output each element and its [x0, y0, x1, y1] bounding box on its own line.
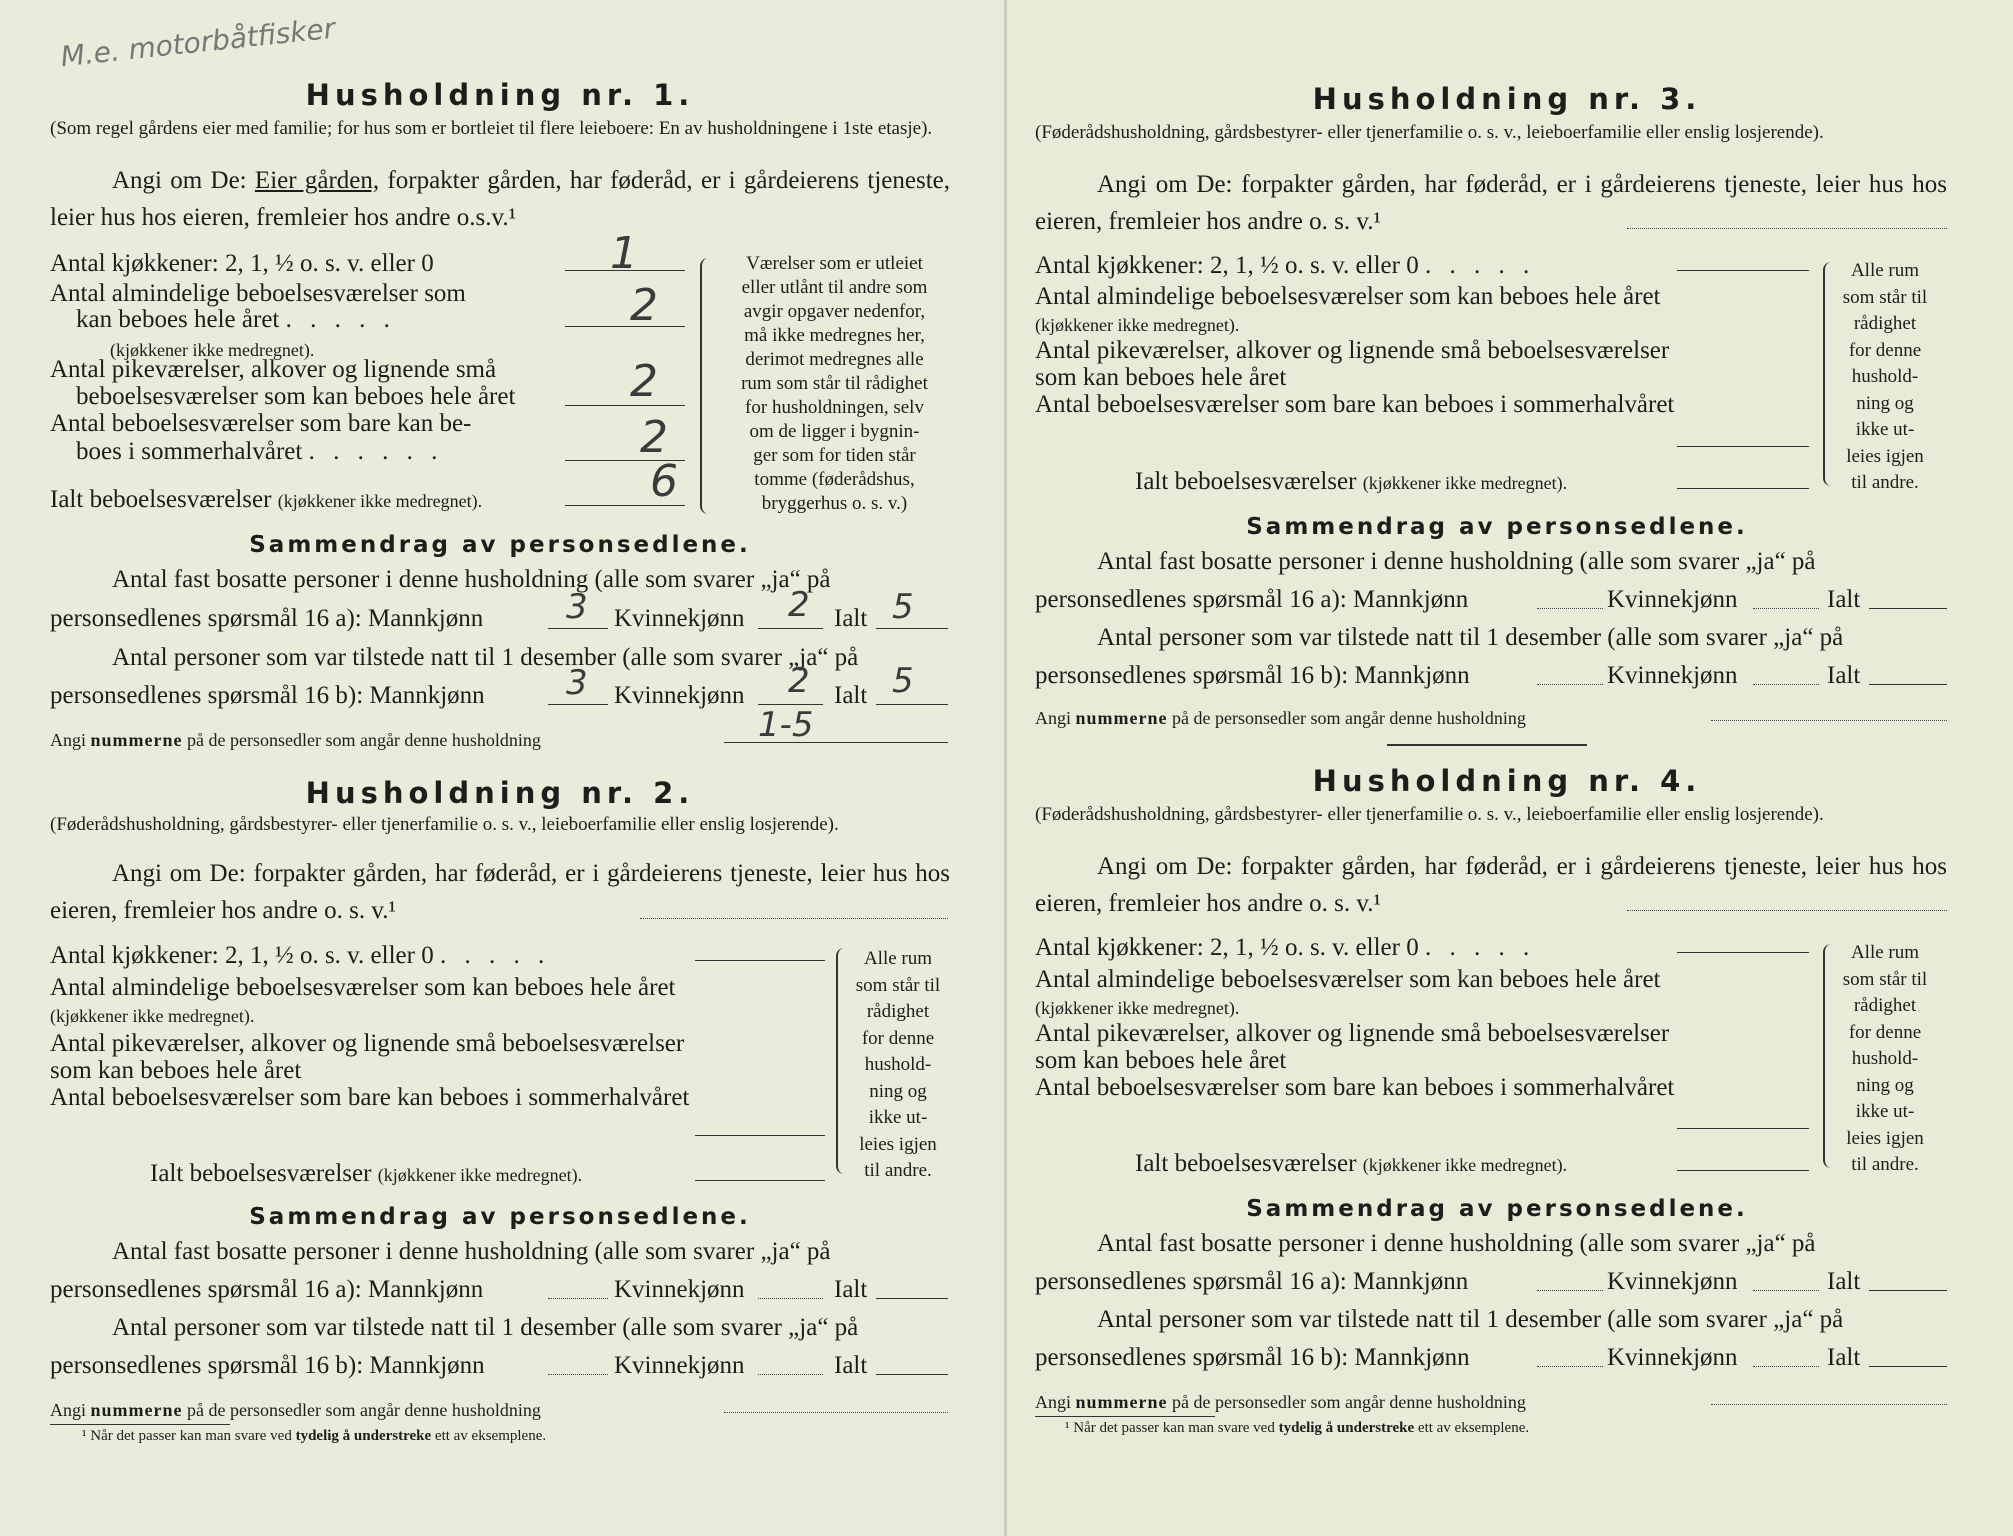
h4-q16a-k-label: Kvinnekjønn	[1607, 1268, 1738, 1295]
household-4-angi: Angi om De: forpakter gården, har føderåd, er i gårdeierens tjeneste, leier hus hos eieren, fremleier hos andre o. s. v.¹	[1035, 853, 1948, 917]
h3-ord-rooms-label: Antal almindelige beboelsesværelser som kan beboes hele året (kjøkkener ikke medregnet).	[1035, 283, 1661, 335]
h3-q16a-total-line	[1869, 608, 1947, 609]
h1-q16a-m-line	[548, 628, 608, 629]
h1-q16a-k-line	[758, 628, 823, 629]
h3-q16b-m-line	[1537, 684, 1603, 685]
household-1-angi	[50, 162, 950, 236]
h4-kitchens-label: Antal kjøkkener: 2, 1, ½ o. s. v. eller 0 . . . . .	[1035, 934, 1536, 961]
side-note-line: for denne	[861, 1027, 935, 1049]
side-note-line: for denne	[1848, 1021, 1922, 1043]
h4-q16b-k-line	[1753, 1366, 1819, 1367]
h1-summer-value: 2	[640, 412, 668, 463]
side-note-line: som står til	[1842, 968, 1928, 990]
side-note-line: rådighet	[1853, 995, 1917, 1016]
h4-q16a-ialt-label: Ialt	[1827, 1268, 1861, 1295]
h1-q16b-tail: personsedlenes spørsmål 16 b): Mannkjønn	[50, 682, 485, 709]
h2-q16b-k-label: Kvinnekjønn	[614, 1352, 745, 1379]
h1-summary-title: Sammendrag av personsedlene.	[249, 532, 751, 558]
left-page	[0, 0, 1006, 1536]
h2-q16a-k-line	[758, 1298, 823, 1299]
side-note-line: avgir opgaver nedenfor,	[743, 301, 926, 322]
h4-numbers-line	[1711, 1404, 1947, 1405]
h3-summary-title: Sammendrag av personsedlene.	[1246, 514, 1748, 540]
side-note-line: leies igjen	[1846, 445, 1924, 467]
h3-q16a-k-label: Kvinnekjønn	[1607, 586, 1738, 613]
household-4-title: Husholdning nr. 4.	[1312, 764, 1702, 798]
h2-q16b-m-line	[548, 1374, 608, 1375]
h1-summer-label-b: boes i sommerhalvåret . . . . . .	[76, 438, 444, 465]
footnote-right: ¹ Når det passer kan man svare ved tydelig å understreke ett av eksemplene.	[1065, 1420, 1530, 1436]
h1-q16b-m-line	[548, 704, 608, 705]
h3-q16b-total-line	[1869, 684, 1947, 685]
h4-q16b-ialt-label: Ialt	[1827, 1344, 1861, 1371]
h3-q16a-m-line	[1537, 608, 1603, 609]
h1-q16b-total-value: 5	[892, 661, 914, 701]
h3-numbers-label: Angi nummerne på de personsedler som angår denne husholdning	[1035, 708, 1526, 728]
side-note-line: rådighet	[866, 1001, 930, 1022]
h1-q16a-intro: Antal fast bosatte personer i denne husholdning (alle som svarer „ja“ på	[112, 566, 831, 593]
h2-q16b-k-line	[758, 1374, 823, 1375]
h1-side-note	[712, 252, 957, 516]
h2-total-label: Ialt beboelsesværelser (kjøkkener ikke medregnet).	[150, 1160, 583, 1187]
h4-q16b-total-line	[1869, 1366, 1947, 1367]
household-2-intro: (Føderådshusholdning, gårdsbestyrer- eller tjenerfamilie o. s. v., leieboerfamilie eller enslig losjerende).	[50, 814, 839, 835]
h3-q16b-ialt-label: Ialt	[1827, 662, 1861, 689]
angi-selected-option: Eier gården,	[254, 167, 380, 194]
side-note-line: til andre.	[1851, 1154, 1919, 1175]
h3-maid-label: Antal pikeværelser, alkover og lignende små beboelsesværelser som kan beboes hele året	[1035, 337, 1670, 391]
h4-ord-rooms-label: Antal almindelige beboelsesværelser som kan beboes hele året (kjøkkener ikke medregnet).	[1035, 966, 1661, 1018]
h4-q16a-k-line	[1753, 1290, 1819, 1291]
side-note-line: ikke ut-	[1855, 1101, 1915, 1122]
h3-q16b-intro: Antal personer som var tilstede natt til 1 desember (alle som svarer „ja“ på	[1097, 624, 1844, 651]
h2-q16a-m-line	[548, 1298, 608, 1299]
household-1-title: Husholdning nr. 1.	[305, 78, 695, 112]
h4-q16b-intro: Antal personer som var tilstede natt til 1 desember (alle som svarer „ja“ på	[1097, 1306, 1844, 1333]
h3-kitchens-line	[1677, 270, 1809, 271]
h3-angi-line	[1627, 228, 1947, 229]
footnote: ¹ Når det passer kan man svare ved tydelig å understreke ett av eksemplene.	[82, 1428, 547, 1444]
h1-ord-rooms-value: 2	[630, 280, 658, 331]
h1-kitchens-value: 1	[610, 228, 638, 279]
side-note-line: derimot medregnes alle	[745, 349, 924, 370]
side-note-line: for husholdningen, selv	[745, 397, 924, 418]
h1-ord-rooms-label-a: Antal almindelige beboelsesværelser som	[50, 280, 466, 307]
side-note-line: som står til	[855, 974, 941, 996]
h1-summer-label-a: Antal beboelsesværelser som bare kan be-	[50, 410, 472, 437]
side-note-line: som står til	[1842, 286, 1928, 308]
h1-q16b-k-label: Kvinnekjønn	[614, 682, 745, 709]
side-note-line: ning og	[1856, 392, 1914, 414]
h1-q16a-total-line	[876, 628, 948, 629]
side-note-line: Værelser som er utleiet	[746, 253, 923, 274]
h2-q16a-k-label: Kvinnekjønn	[614, 1276, 745, 1303]
h1-q16a-k-label: Kvinnekjønn	[614, 605, 745, 632]
h1-q16b-ialt-label: Ialt	[834, 682, 868, 709]
margin-note: M.e. motorbåtfisker	[59, 11, 337, 74]
h2-summer-line	[695, 1135, 825, 1136]
h2-q16b-total-line	[876, 1374, 948, 1375]
side-note-line: bryggerhus o. s. v.)	[761, 493, 908, 514]
h2-summary-title: Sammendrag av personsedlene.	[249, 1204, 751, 1230]
h3-q16b-k-line	[1753, 684, 1819, 685]
h2-kitchens-line	[695, 960, 825, 961]
h4-numbers-label: Angi nummerne på de personsedler som angår denne husholdning	[1035, 1392, 1526, 1412]
side-note-line: Alle rum	[1850, 260, 1920, 281]
h2-total-line	[695, 1180, 825, 1181]
h4-summary-title: Sammendrag av personsedlene.	[1246, 1196, 1748, 1222]
h1-maid-value: 2	[630, 356, 658, 407]
side-note-line: til andre.	[864, 1160, 932, 1181]
side-note-line: ikke ut-	[868, 1107, 928, 1128]
h4-summer-line	[1677, 1128, 1809, 1129]
h1-q16b-m-value: 3	[566, 663, 588, 703]
h2-numbers-line	[724, 1412, 948, 1413]
h2-q16a-intro: Antal fast bosatte personer i denne husholdning (alle som svarer „ja“ på	[112, 1238, 831, 1265]
h1-numbers-label: Angi nummerne på de personsedler som angår denne husholdning	[50, 730, 541, 750]
h2-side-note	[842, 946, 954, 1185]
angi-options: forpakter gården, har føderåd, er i gårdeierens tjeneste, leier hus hos eieren, fremleier hos andre o.s.v.¹	[50, 167, 951, 231]
h1-kitchens-label: Antal kjøkkener: 2, 1, ½ o. s. v. eller 0	[50, 250, 434, 277]
h1-ord-rooms-line	[565, 326, 685, 327]
h4-q16a-intro: Antal fast bosatte personer i denne husholdning (alle som svarer „ja“ på	[1097, 1230, 1816, 1257]
side-note-line: hushold-	[864, 1054, 932, 1075]
h1-maid-label-b: beboelsesværelser som kan beboes hele året	[76, 383, 516, 410]
h4-q16a-tail: personsedlenes spørsmål 16 a): Mannkjønn	[1035, 1268, 1469, 1295]
household-2-title: Husholdning nr. 2.	[305, 776, 695, 810]
h4-q16a-total-line	[1869, 1290, 1947, 1291]
h3-q16a-tail: personsedlenes spørsmål 16 a): Mannkjønn	[1035, 586, 1469, 613]
side-note-line: ger som for tiden står	[753, 445, 916, 466]
h2-kitchens-label: Antal kjøkkener: 2, 1, ½ o. s. v. eller 0 . . . . .	[50, 942, 551, 969]
h3-total-label: Ialt beboelsesværelser (kjøkkener ikke medregnet).	[1135, 468, 1568, 495]
side-note-line: leies igjen	[1846, 1127, 1924, 1149]
h4-maid-label: Antal pikeværelser, alkover og lignende små beboelsesværelser som kan beboes hele året	[1035, 1020, 1670, 1074]
side-note-line: hushold-	[1851, 366, 1919, 387]
side-note-line: rådighet	[1853, 313, 1917, 334]
h1-q16a-m-value: 3	[566, 587, 588, 627]
section-divider	[1387, 744, 1587, 746]
h3-q16a-intro: Antal fast bosatte personer i denne husholdning (alle som svarer „ja“ på	[1097, 548, 1816, 575]
side-note-line: tomme (føderådshus,	[754, 469, 915, 490]
h4-kitchens-line	[1677, 952, 1809, 953]
h1-ord-rooms-label-b: kan beboes hele året . . . . .	[76, 306, 396, 333]
side-note-line: Alle rum	[863, 948, 933, 969]
h4-summer-label: Antal beboelsesværelser som bare kan beboes i sommerhalvåret	[1035, 1074, 1675, 1101]
side-note-line: for denne	[1848, 339, 1922, 361]
h4-angi-line	[1627, 910, 1947, 911]
h3-numbers-line	[1711, 720, 1947, 721]
h4-q16b-m-line	[1537, 1366, 1603, 1367]
side-note-line: leies igjen	[859, 1133, 937, 1155]
side-note-line: eller utlånt til andre som	[741, 277, 928, 298]
h2-q16b-tail: personsedlenes spørsmål 16 b): Mannkjønn	[50, 1352, 485, 1379]
footnote-rule-right	[1035, 1416, 1215, 1417]
side-note-line: Alle rum	[1850, 942, 1920, 963]
h2-q16a-ialt-label: Ialt	[834, 1276, 868, 1303]
household-4-intro: (Føderådshusholdning, gårdsbestyrer- eller tjenerfamilie o. s. v., leieboerfamilie eller enslig losjerende).	[1035, 804, 1824, 825]
h3-q16a-ialt-label: Ialt	[1827, 586, 1861, 613]
h1-ord-rooms-note: (kjøkkener ikke medregnet).	[110, 340, 315, 360]
household-3-angi: Angi om De: forpakter gården, har føderåd, er i gårdeierens tjeneste, leier hus hos eieren, fremleier hos andre o. s. v.¹	[1035, 171, 1948, 235]
h4-total-line	[1677, 1170, 1809, 1171]
h1-q16a-total-value: 5	[892, 587, 914, 627]
side-note-line: ning og	[1856, 1074, 1914, 1096]
h1-q16b-k-value: 2	[788, 661, 810, 701]
h2-q16b-ialt-label: Ialt	[834, 1352, 868, 1379]
h2-numbers-label: Angi nummerne på de personsedler som angår denne husholdning	[50, 1400, 541, 1420]
household-3-intro: (Føderådshusholdning, gårdsbestyrer- eller tjenerfamilie o. s. v., leieboerfamilie eller enslig losjerende).	[1035, 122, 1824, 143]
h3-total-line	[1677, 488, 1809, 489]
h2-q16a-tail: personsedlenes spørsmål 16 a): Mannkjønn	[50, 1276, 484, 1303]
h1-q16b-intro: Antal personer som var tilstede natt til 1 desember (alle som svarer „ja“ på	[112, 644, 859, 671]
h3-q16b-tail: personsedlenes spørsmål 16 b): Mannkjønn	[1035, 662, 1470, 689]
h1-q16a-k-value: 2	[788, 585, 810, 625]
side-note-line: må ikke medregnes her,	[744, 325, 925, 346]
h2-angi-line	[640, 918, 948, 919]
h1-maid-label-a: Antal pikeværelser, alkover og lignende små	[50, 356, 497, 383]
side-note-line: om de ligger i bygnin-	[749, 421, 920, 442]
side-note-line: hushold-	[1851, 1048, 1919, 1069]
h1-total-value: 6	[650, 456, 678, 507]
h3-q16b-k-label: Kvinnekjønn	[1607, 662, 1738, 689]
h3-q16a-k-line	[1753, 608, 1819, 609]
h4-side-note	[1829, 940, 1941, 1179]
h1-q16a-ialt-label: Ialt	[834, 605, 868, 632]
h3-summer-label: Antal beboelsesværelser som bare kan beboes i sommerhalvåret	[1035, 391, 1675, 418]
h1-brace	[700, 258, 712, 514]
h1-total-label: Ialt beboelsesværelser (kjøkkener ikke medregnet).	[50, 486, 483, 513]
footnote-rule	[50, 1424, 230, 1425]
h1-maid-line	[565, 405, 685, 406]
h4-q16b-k-label: Kvinnekjønn	[1607, 1344, 1738, 1371]
h1-numbers-value: 1-5	[758, 705, 814, 745]
household-2-angi: Angi om De: forpakter gården, har føderåd, er i gårdeierens tjeneste, leier hus hos eieren, fremleier hos andre o. s. v.¹	[50, 860, 951, 924]
h3-summer-line	[1677, 446, 1809, 447]
h1-q16a-tail: personsedlenes spørsmål 16 a): Mannkjønn	[50, 605, 484, 632]
h4-q16b-tail: personsedlenes spørsmål 16 b): Mannkjønn	[1035, 1344, 1470, 1371]
side-note-line: ning og	[869, 1080, 927, 1102]
h2-summer-label: Antal beboelsesværelser som bare kan beboes i sommerhalvåret	[50, 1084, 690, 1111]
h1-q16b-total-line	[876, 704, 948, 705]
h2-q16b-intro: Antal personer som var tilstede natt til 1 desember (alle som svarer „ja“ på	[112, 1314, 859, 1341]
h2-maid-label: Antal pikeværelser, alkover og lignende små beboelsesværelser som kan beboes hele året	[50, 1030, 685, 1084]
household-3-title: Husholdning nr. 3.	[1312, 82, 1702, 116]
angi-label: Angi om De:	[112, 167, 247, 194]
h4-q16a-m-line	[1537, 1290, 1603, 1291]
h2-ord-rooms-label: Antal almindelige beboelsesværelser som kan beboes hele året (kjøkkener ikke medregnet).	[50, 974, 676, 1026]
household-1-intro: (Som regel gårdens eier med familie; for hus som er bortleiet til flere leieboere: En av husholdningene i 1ste etasje).	[50, 118, 933, 139]
side-note-line: rum som står til rådighet	[741, 373, 928, 394]
right-page	[1007, 0, 2013, 1536]
h3-kitchens-label: Antal kjøkkener: 2, 1, ½ o. s. v. eller 0 . . . . .	[1035, 252, 1536, 279]
h3-side-note	[1829, 258, 1941, 497]
side-note-line: til andre.	[1851, 472, 1919, 493]
side-note-line: ikke ut-	[1855, 419, 1915, 440]
h2-q16a-total-line	[876, 1298, 948, 1299]
h4-total-label: Ialt beboelsesværelser (kjøkkener ikke medregnet).	[1135, 1150, 1568, 1177]
